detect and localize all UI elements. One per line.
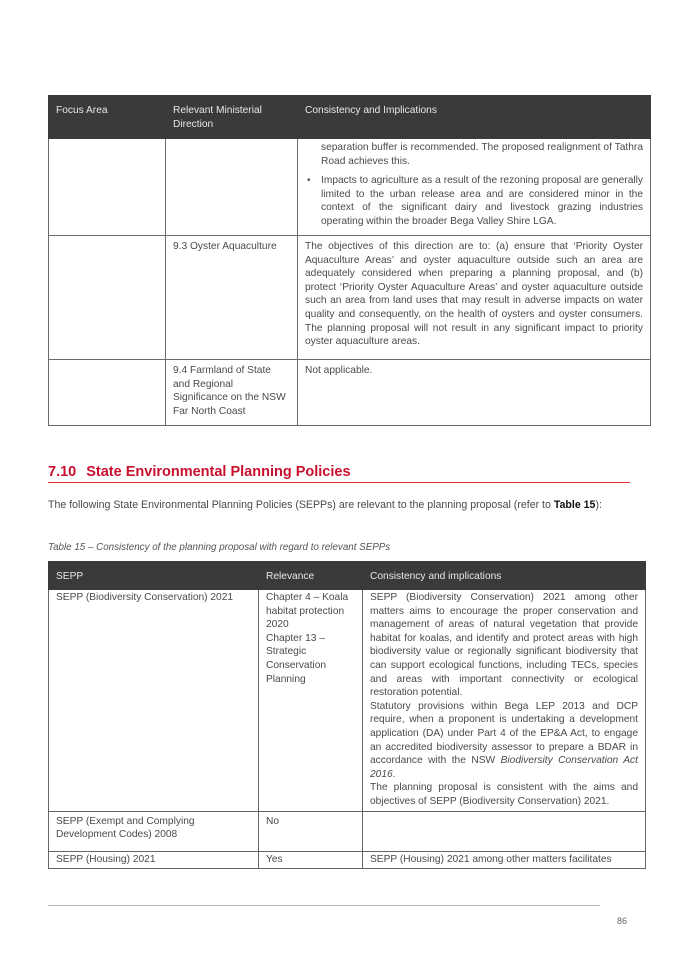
intro-text: The following State Environmental Planning Policies (SEPPs) are relevant to the planning proposal (refer to	[48, 499, 554, 511]
header-relevance: Relevance	[259, 562, 363, 590]
relevance-cell: No	[259, 811, 363, 851]
table-caption: Table 15 – Consistency of the planning proposal with regard to relevant SEPPs	[48, 542, 391, 553]
header-consistency: Consistency and implications	[363, 562, 646, 590]
header-focus-area: Focus Area	[49, 96, 166, 139]
direction-cell: 9.4 Farmland of State and Regional Significance on the NSW Far North Coast	[166, 360, 298, 426]
act-title: Biodiversity Conservation Act 2016	[370, 755, 638, 780]
bullet-item: • Impacts to agriculture as a result of the rezoning proposal are generally limited to the urban release area and are considered minor in the context of the significant dairy and livestock grazing industries operating within the broader Bega Valley Shire LGA.	[305, 174, 643, 228]
consistency-cell: Not applicable.	[298, 360, 651, 426]
consistency-cell: SEPP (Housing) 2021 among other matters facilitates	[363, 851, 646, 869]
direction-cell: 9.3 Oyster Aquaculture	[166, 236, 298, 360]
section-title: State Environmental Planning Policies	[86, 464, 351, 480]
focus-area-cell	[49, 139, 166, 236]
sepp-cell: SEPP (Biodiversity Conservation) 2021	[49, 590, 259, 812]
paragraph: SEPP (Biodiversity Conservation) 2021 among other matters aims to encourage the proper conservation and management of areas of natural vegetation that provide habitat for koalas, and identify and protect areas with high biodiversity value or regionally significant biodiversity that can support ecological functions, including TECs, species and areas with important connectivity or ecological restoration potential.	[370, 592, 638, 699]
table-row	[49, 236, 651, 360]
page-number: 86	[617, 916, 628, 926]
consistency-cell	[363, 590, 646, 812]
sepp-table	[48, 561, 646, 869]
table-row	[49, 590, 646, 812]
ministerial-directions-table	[48, 95, 651, 426]
section-number: 7.10	[48, 464, 77, 480]
header-sepp: SEPP	[49, 562, 259, 590]
paragraph: The planning proposal is consistent with the aims and objectives of SEPP (Biodiversity Conservation) 2021.	[370, 782, 638, 807]
header-consistency: Consistency and Implications	[298, 96, 651, 139]
relevance-cell	[259, 590, 363, 812]
consistency-cell	[363, 811, 646, 851]
section-heading	[48, 464, 630, 483]
table-row	[49, 139, 651, 236]
table-row	[49, 360, 651, 426]
paragraph-end: .	[392, 768, 396, 780]
table-row	[49, 851, 646, 869]
relevance-chapter-4: Chapter 4 – Koala habitat protection 2020	[266, 592, 349, 631]
sepp-cell: SEPP (Exempt and Complying Development Codes) 2008	[49, 811, 259, 851]
relevance-cell: Yes	[259, 851, 363, 869]
focus-area-cell	[49, 360, 166, 426]
table-row	[49, 811, 646, 851]
focus-area-cell	[49, 236, 166, 360]
section-intro	[48, 499, 602, 511]
intro-suffix: ):	[595, 499, 602, 511]
consistency-cell: The objectives of this direction are to: (a) ensure that ‘Priority Oyster Aquaculture Areas’ and oyster aquaculture outside such an area are adequately considered when preparing a planning proposal, and (b) protect ‘Priority Oyster Aquaculture Areas’ and oyster aquaculture outside such an area from land uses that may result in adverse impacts on water quality and consequently, on the health of oysters and oyster consumers. The planning proposal will not result in any significant impact to priority oyster aquaculture areas.	[298, 236, 651, 360]
consistency-cell	[298, 139, 651, 236]
relevance-chapter-13: Chapter 13 – Strategic Conservation Planning	[266, 632, 327, 685]
sepp-cell: SEPP (Housing) 2021	[49, 851, 259, 869]
header-ministerial-direction: Relevant Ministerial Direction	[166, 96, 298, 139]
table-header-row	[49, 562, 646, 590]
bullet-item: separation buffer is recommended. The proposed realignment of Tathra Road achieves this.	[321, 142, 643, 167]
footer-divider	[48, 905, 600, 906]
table-reference-link: Table 15	[553, 499, 596, 511]
direction-cell	[166, 139, 298, 236]
paragraph	[370, 700, 638, 782]
table-header-row	[49, 96, 651, 139]
paragraph-text: Statutory provisions within Bega LEP 2013 and DCP require, when a proponent is undertaking a development application (DA) under Part 4 of the EP&A Act, to engage an accredited biodiversity assessor to prepare a BDAR in accordance with the NSW	[370, 700, 638, 767]
